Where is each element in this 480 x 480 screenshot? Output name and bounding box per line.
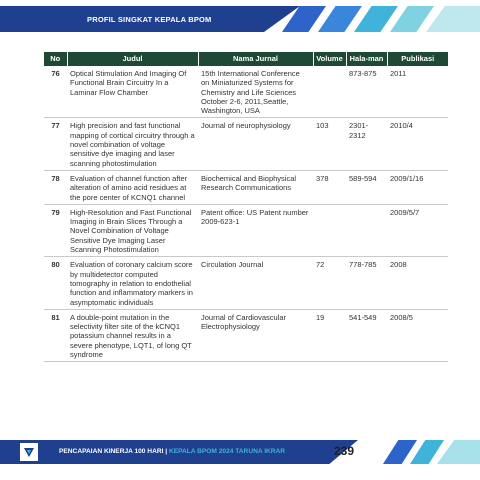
column-header-publikasi: Publikasi	[387, 52, 448, 66]
footer-stripe	[410, 440, 444, 464]
column-header-volume: Volume	[313, 52, 346, 66]
footer-stripe	[437, 440, 480, 464]
cell-publikasi: 2008/5	[390, 312, 413, 322]
cell-halaman: 873-875	[349, 69, 377, 78]
cell-jurnal: 15th International Conference on Miniaturized Systems for Chemistry and Life Sciences October 2-6, 2011,Seattle, Washington, USA	[201, 69, 300, 116]
cell-volume: 19	[316, 312, 325, 322]
column-header-no: No	[44, 52, 67, 66]
column-header-judul: Judul	[67, 52, 198, 66]
footer-separator: |	[163, 448, 169, 455]
cell-halaman: 541-549	[349, 312, 377, 322]
cell-volume: 378	[316, 173, 329, 183]
cell-judul: Evaluation of coronary calcium score by multidetector computed tomography in relation to endothelial function and inflammatory markers in asymptomatic individuals	[70, 260, 193, 307]
cell-volume	[313, 66, 346, 118]
table-row	[44, 257, 448, 309]
publications-table	[44, 52, 448, 362]
footer-text-main: PENCAPAIAN KINERJA 100 HARI	[59, 448, 164, 455]
cell-jurnal: Journal of neurophysiology	[201, 121, 291, 131]
bpom-logo-icon	[23, 446, 35, 458]
cell-volume: 103	[316, 121, 329, 131]
footer-stripe	[383, 440, 417, 464]
footer-text-accent: KEPALA BPOM 2024 TARUNA IKRAR	[168, 448, 286, 455]
cell-publikasi: 2009/1/16	[390, 173, 424, 183]
column-header-nama-jurnal: Nama Jurnal	[198, 52, 313, 66]
publications-table-container	[44, 52, 448, 362]
table-header-row	[44, 52, 448, 66]
cell-no: 77	[51, 121, 60, 131]
table-row	[44, 66, 448, 118]
page-footer	[0, 440, 480, 464]
cell-no: 80	[51, 260, 60, 270]
cell-jurnal: Biochemical and Biophysical Research Communications	[201, 173, 297, 193]
cell-publikasi: 2008	[390, 260, 407, 270]
cell-jurnal: Journal of Cardiovascular Electrophysiology	[201, 312, 287, 332]
cell-jurnal: Circulation Journal	[201, 260, 264, 270]
footer-text	[59, 448, 285, 455]
cell-publikasi: 2011	[390, 69, 407, 78]
cell-judul: Optical Stimulation And Imaging Of Functional Brain Circuitry In a Laminar Flow Chamber	[70, 69, 187, 97]
header-stripe	[390, 6, 434, 32]
table-row	[44, 204, 448, 256]
cell-no: 78	[51, 173, 60, 183]
page-number: 239	[334, 444, 355, 458]
cell-halaman: 778-785	[349, 260, 377, 270]
cell-no: 79	[51, 207, 60, 217]
column-header-halaman: Hala-man	[346, 52, 387, 66]
cell-halaman	[346, 204, 387, 256]
cell-volume	[313, 204, 346, 256]
header-title: PROFIL SINGKAT KEPALA BPOM	[87, 15, 212, 24]
cell-publikasi: 2009/5/7	[390, 207, 420, 217]
cell-judul: A double-point mutation in the selectivity filter site of the kCNQ1 potassium channel results in a severe phenotype, LQT1, of long QT syndrome	[70, 312, 192, 360]
header-stripe	[426, 6, 480, 32]
header-stripe	[318, 6, 362, 32]
table-row	[44, 118, 448, 170]
table-row	[44, 170, 448, 204]
cell-halaman: 589-594	[349, 173, 377, 183]
table-row	[44, 309, 448, 361]
cell-publikasi: 2010/4	[390, 121, 413, 131]
cell-volume: 72	[316, 260, 325, 270]
cell-judul: Evaluation of channel function after alteration of amino acid residues at the pore center of KCNQ1 channel	[70, 173, 188, 202]
header-stripe	[354, 6, 398, 32]
cell-no: 81	[51, 312, 60, 322]
cell-jurnal: Patent office: US Patent number 2009-623-1	[201, 207, 309, 227]
cell-no: 76	[51, 69, 60, 78]
page-header	[0, 0, 480, 40]
cell-judul: High-Resolution and Fast Functional Imaging in Brain Slices Through a Novel Combination of Voltage Sensitive Dye Imaging Laser Scanning Photostimulation	[70, 207, 192, 255]
cell-halaman: 2301-2312	[349, 121, 369, 140]
cell-judul: High precision and fast functional mapping of cortical circuitry through a novel combination of voltage sensitive dye imaging and laser scanning photostimulation	[70, 121, 195, 168]
